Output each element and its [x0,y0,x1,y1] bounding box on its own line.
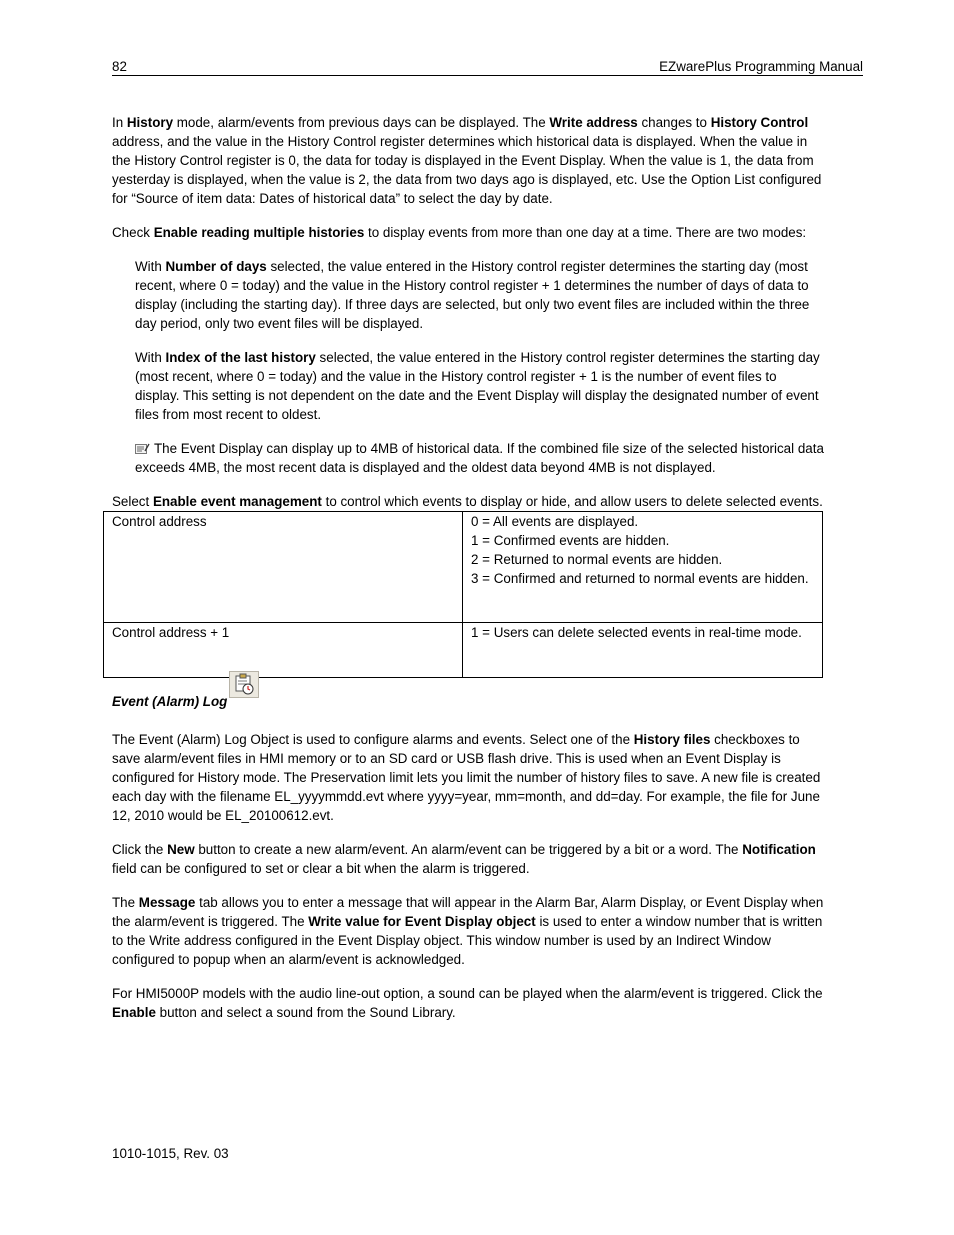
table-row [104,623,823,678]
event-log-icon [229,671,259,698]
control-address-cell: Control address [104,512,463,623]
page-number: 82 [112,59,127,74]
note-text: The Event Display can display up to 4MB of historical data. If the combined file size of the selected historical data exceeds 4MB, the most recent data is displayed and the oldest data beyond 4MB is not displayed. [135,441,824,475]
bold-term: Write address [549,115,638,130]
page-header [112,57,863,76]
table-line: 1 = Users can delete selected events in real-time mode. [471,625,802,640]
bold-term: History Control [710,115,809,130]
event-log-paragraph-4: For HMI5000P models with the audio line-out option, a sound can be played when the alarm/event is triggered. Click the Enable button and select a sound from the Sound Library. [112,986,823,1020]
event-log-paragraph-3: The Message tab allows you to enter a message that will appear in the Alarm Bar, Alarm Display, or Event Display when the alarm/event is triggered. The Write value for Event Display object is used to enter a window number that is written to the Write address configured in the Event Display object. This window number is used by an Indirect Window configured to popup when an alarm/event is acknowledged. [112,895,824,967]
multiple-histories-paragraph: Check Enable reading multiple histories to display events from more than one day at a time. There are two modes: [112,225,807,240]
bold-term: Index of the last history [165,350,316,365]
bold-term: Write value for Event Display object [308,914,536,929]
control-values-cell [463,512,823,623]
bold-term: Notification [742,842,816,857]
event-log-paragraph-1: The Event (Alarm) Log Object is used to configure alarms and events. Select one of the History files checkboxes to save alarm/event files in HMI memory or to an SD card or USB flash drive. This is used when an Event Display is configured for History mode. The Preservation limit lets you limit the number of history files to save. A new file is created each day with the filename EL_yyyymmdd.evt where yyyy=year, mm=month, and dd=day. For example, the file for June 12, 2010 would be EL_20100612.evt. [112,732,821,823]
note-paragraph [135,439,824,477]
page-footer: 1010-1015, Rev. 03 [112,1146,229,1161]
table-line: 3 = Confirmed and returned to normal events are hidden. [471,571,809,586]
number-of-days-paragraph: With Number of days selected, the value entered in the History control register determines the starting day (most recent, where 0 = today) and the value in the History control register + 1 determines the number of days of data to display (including the starting day). If three days are selected, but only two event files are included within the three day period, only two event files will be displayed. [135,259,810,331]
event-log-paragraph-2: Click the New button to create a new alarm/event. An alarm/event can be triggered by a bit or a word. The Notification field can be configured to set or clear a bit when the alarm is triggered. [112,842,816,876]
bold-term: Enable reading multiple histories [153,225,365,240]
bold-term: Enable event management [152,494,322,509]
page-body [112,113,824,1037]
event-log-heading-block [112,692,824,714]
table-line: 1 = Confirmed events are hidden. [471,533,670,548]
table-row [104,512,823,623]
table-line: 0 = All events are displayed. [471,514,639,529]
index-last-history-paragraph: With Index of the last history selected, the value entered in the History control register determines the starting day (most recent, where 0 = today) and the value in the History control register + 1 is the number of event files to display. This setting is not dependent on the date and the Event Display will display the designated number of event files from most recent to oldest. [135,350,820,422]
bold-term: Message [138,895,196,910]
bold-term: Number of days [165,259,267,274]
table-line: 2 = Returned to normal events are hidden. [471,552,723,567]
bold-term: Enable [112,1005,156,1020]
control-values-cell [463,623,823,678]
control-address-plus-one-cell: Control address + 1 [104,623,463,678]
section-heading: Event (Alarm) Log [112,694,228,709]
event-management-paragraph: Select Enable event management to control which events to display or hide, and allow users to delete selected events. [112,494,823,509]
history-paragraph: In History mode, alarm/events from previous days can be displayed. The Write address changes to History Control address, and the value in the History Control register determines which historical data is displayed. When the value in the History Control register is 0, the data for today is displayed in the Event Display. When the value is 1, the data from yesterday is displayed, when the value is 2, the data from two days ago is displayed, etc. Use the Option List configured for “Source of item data: Dates of historical data” to select the day by date. [112,115,822,206]
bold-term: New [167,842,195,857]
manual-title: EZwarePlus Programming Manual [659,59,863,74]
bold-term: History files [633,732,711,747]
note-icon [135,443,150,454]
bold-term: History [126,115,174,130]
control-address-table [103,511,823,678]
